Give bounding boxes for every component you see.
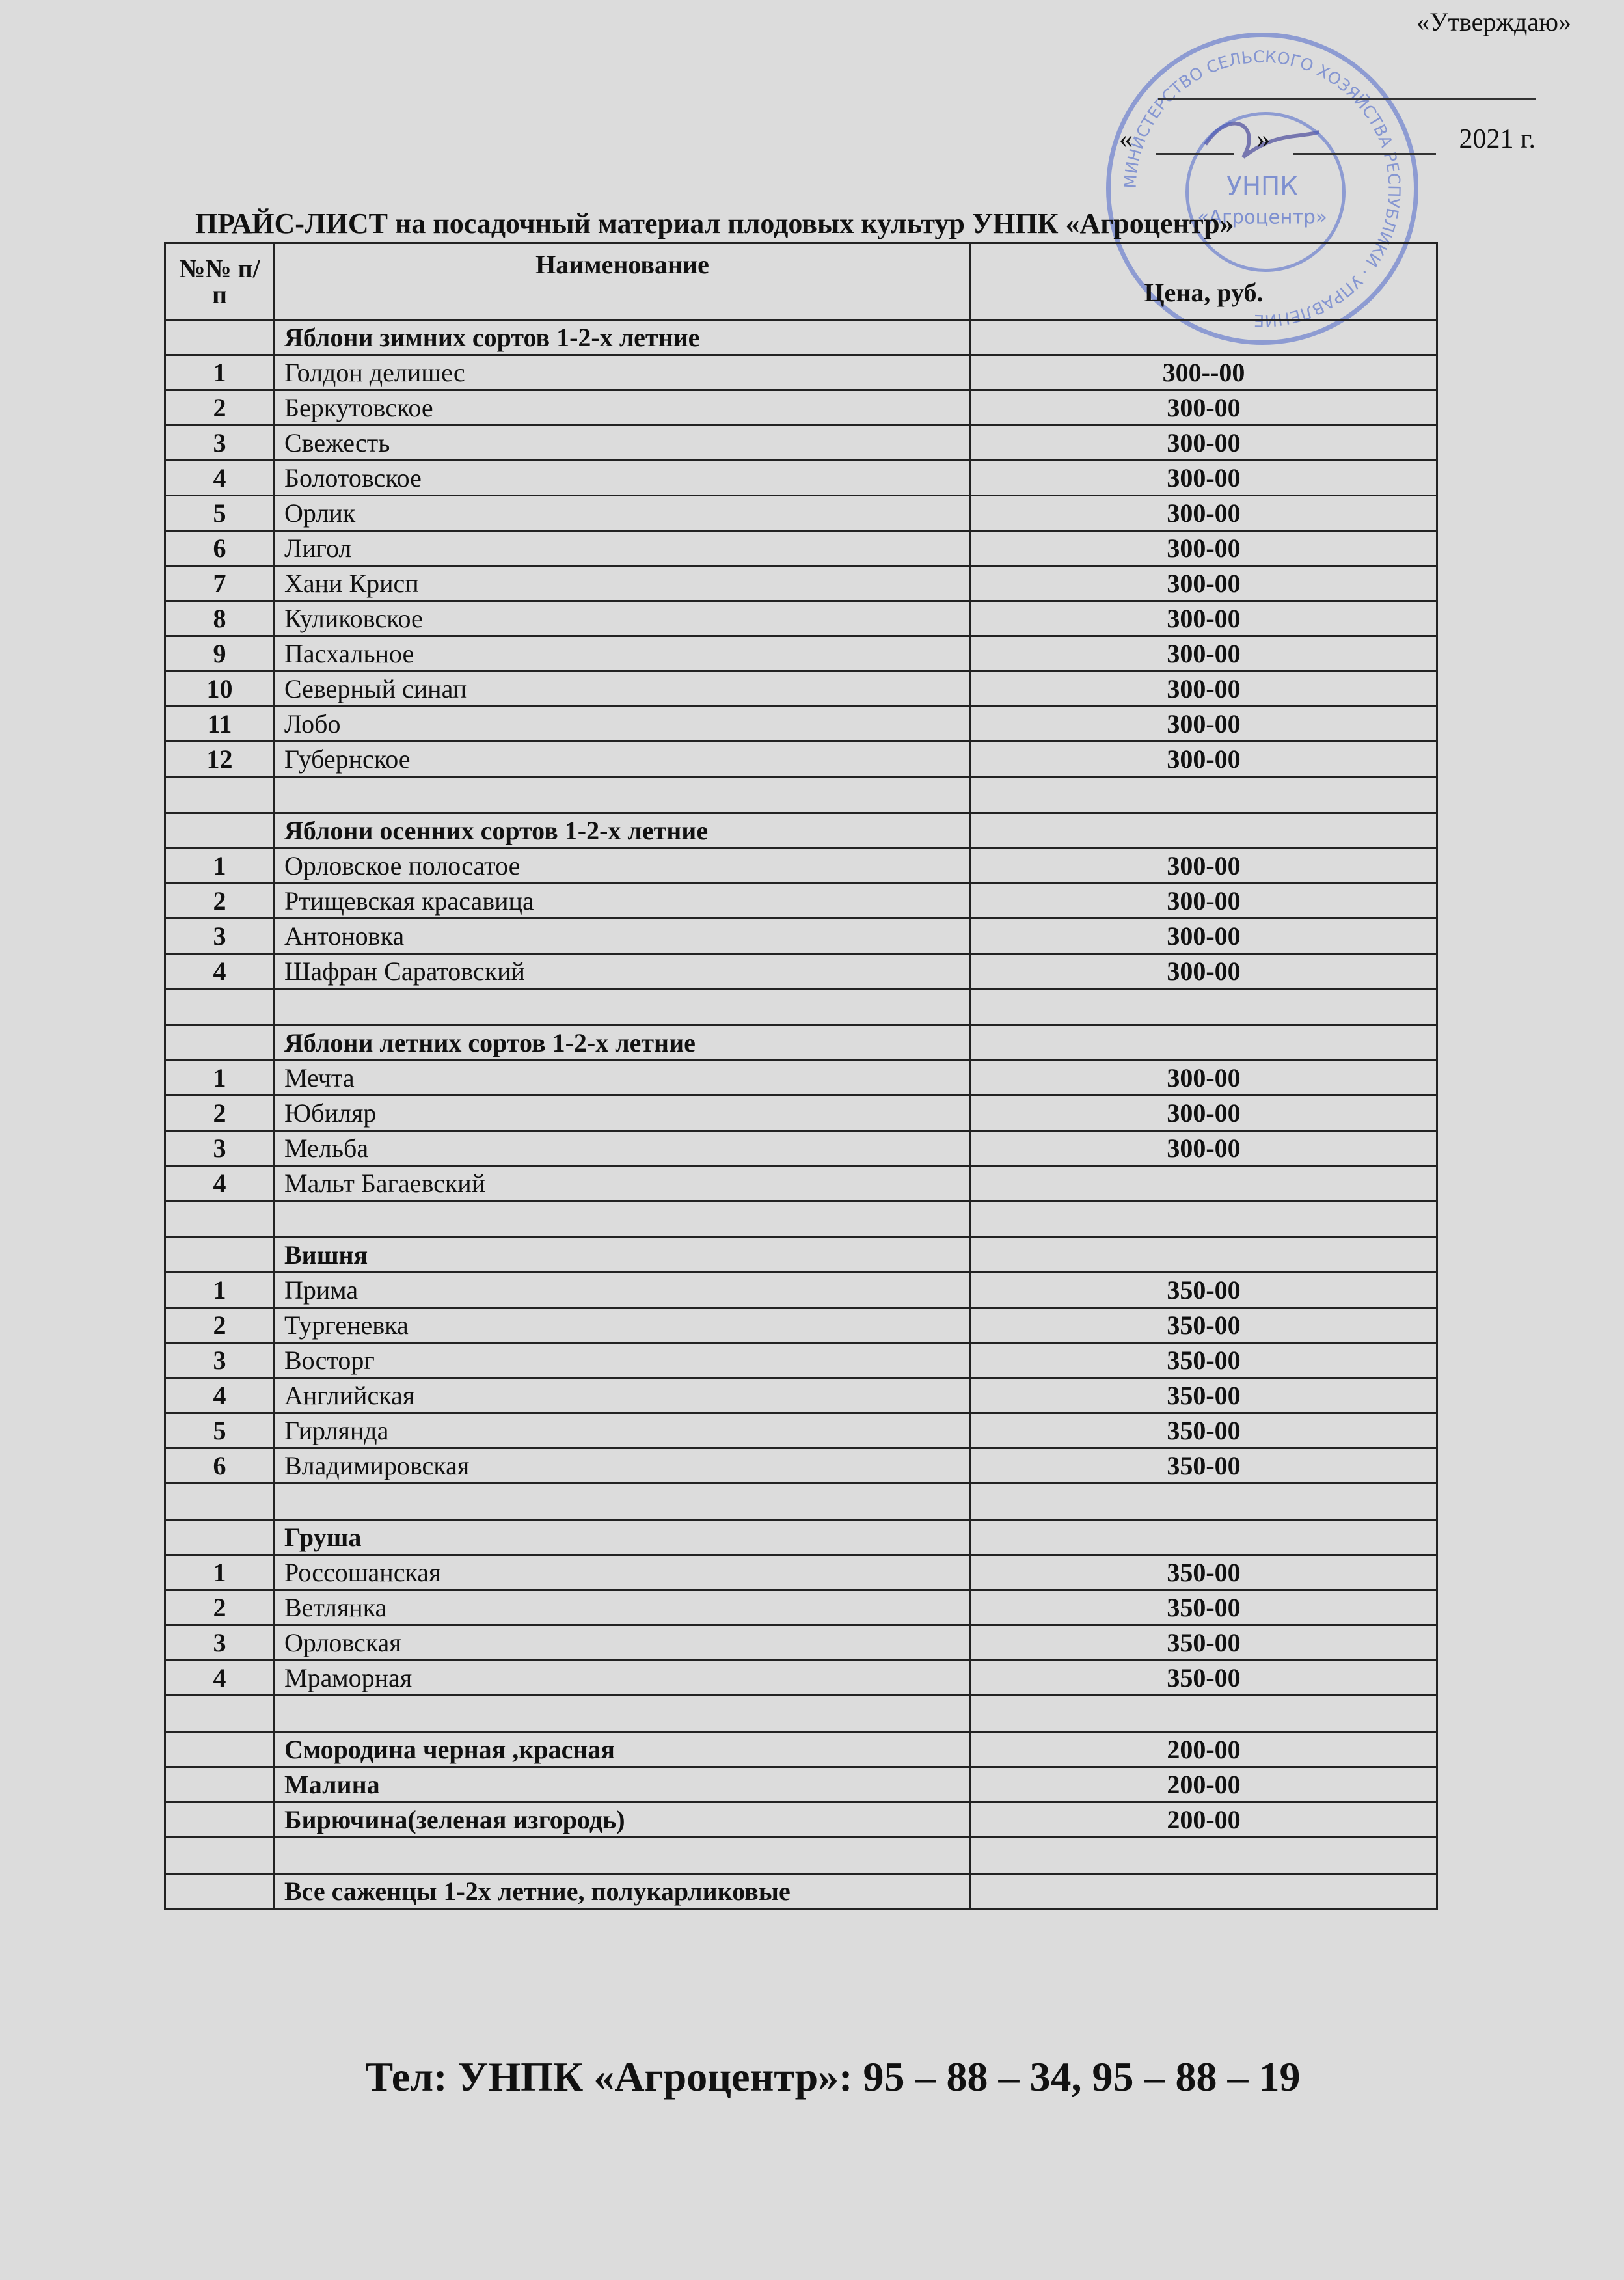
- row-name: Владимировская: [275, 1448, 971, 1484]
- section-row: [165, 1238, 1437, 1273]
- row-price: 350-00: [971, 1343, 1437, 1378]
- table-row: [165, 884, 1437, 919]
- row-name: Пасхальное: [275, 636, 971, 672]
- section-row: [165, 1802, 1437, 1838]
- row-name: Яблони летних сортов 1-2-х летние: [275, 1025, 971, 1061]
- table-row: [165, 1343, 1437, 1378]
- row-name: [275, 1696, 971, 1732]
- row-number: 9: [165, 636, 275, 672]
- row-price: 350-00: [971, 1448, 1437, 1484]
- row-name: Голдон делишес: [275, 355, 971, 390]
- table-row: [165, 1096, 1437, 1131]
- row-name: Губернское: [275, 742, 971, 777]
- row-number: 6: [165, 1448, 275, 1484]
- row-number: [165, 1238, 275, 1273]
- row-number: 2: [165, 1308, 275, 1343]
- row-name: Мраморная: [275, 1661, 971, 1696]
- row-name: [275, 1484, 971, 1520]
- header-name: Наименование: [275, 243, 971, 320]
- stamp-sub-label: «Агроцентр»: [1197, 206, 1327, 228]
- row-price: 300-00: [971, 426, 1437, 461]
- row-name: Антоновка: [275, 919, 971, 954]
- table-row: [165, 1413, 1437, 1448]
- row-name: [275, 1201, 971, 1238]
- table-row: [165, 390, 1437, 426]
- row-price: 200-00: [971, 1767, 1437, 1802]
- row-number: [165, 1838, 275, 1874]
- table-row: [165, 1273, 1437, 1308]
- row-name: Орловская: [275, 1625, 971, 1661]
- row-name: Россошанская: [275, 1555, 971, 1590]
- row-price: 300-00: [971, 919, 1437, 954]
- approval-date: [1119, 124, 1536, 155]
- date-month-blank: [1293, 124, 1436, 155]
- blank-row: [165, 1838, 1437, 1874]
- row-name: Восторг: [275, 1343, 971, 1378]
- row-name: Яблони зимних сортов 1-2-х летние: [275, 320, 971, 355]
- row-name: Шафран Саратовский: [275, 954, 971, 989]
- row-number: 2: [165, 1096, 275, 1131]
- table-row: [165, 461, 1437, 496]
- row-price: [971, 1238, 1437, 1273]
- row-price: [971, 989, 1437, 1025]
- table-row: [165, 531, 1437, 566]
- row-number: 3: [165, 919, 275, 954]
- row-name: [275, 1838, 971, 1874]
- row-price: 300-00: [971, 954, 1437, 989]
- row-name: [275, 989, 971, 1025]
- row-number: [165, 1802, 275, 1838]
- row-price: 300-00: [971, 531, 1437, 566]
- row-name: Ртищевская красавица: [275, 884, 971, 919]
- row-number: 4: [165, 1661, 275, 1696]
- row-number: [165, 1201, 275, 1238]
- row-price: 300-00: [971, 742, 1437, 777]
- row-price: [971, 1025, 1437, 1061]
- row-number: [165, 1484, 275, 1520]
- row-price: 350-00: [971, 1308, 1437, 1343]
- row-number: [165, 777, 275, 813]
- table-row: [165, 1625, 1437, 1661]
- row-price: [971, 813, 1437, 848]
- row-price: [971, 777, 1437, 813]
- table-header-row: [165, 243, 1437, 320]
- row-name: Беркутовское: [275, 390, 971, 426]
- row-name: Куликовское: [275, 601, 971, 636]
- table-row: [165, 1661, 1437, 1696]
- date-open-quote: «: [1119, 124, 1133, 154]
- row-price: 350-00: [971, 1590, 1437, 1625]
- row-name: Мельба: [275, 1131, 971, 1166]
- row-name: Бирючина(зеленая изгородь): [275, 1802, 971, 1838]
- row-number: 1: [165, 848, 275, 884]
- row-price: [971, 1838, 1437, 1874]
- table-row: [165, 1166, 1437, 1201]
- row-price: [971, 320, 1437, 355]
- row-number: 4: [165, 1166, 275, 1201]
- stamp-ring-label: МИНИСТЕРСТВО СЕЛЬСКОГО ХОЗЯЙСТВА РЕСПУБЛИКИ · УПРАВЛЕНИЕ: [1120, 47, 1404, 331]
- date-year: 2021 г.: [1459, 124, 1536, 154]
- table-row: [165, 672, 1437, 707]
- header-price: Цена, руб.: [971, 243, 1437, 320]
- row-name: [275, 777, 971, 813]
- row-name: Гирлянда: [275, 1413, 971, 1448]
- table-row: [165, 707, 1437, 742]
- row-price: 200-00: [971, 1732, 1437, 1767]
- row-number: 2: [165, 884, 275, 919]
- row-number: 10: [165, 672, 275, 707]
- row-number: [165, 1732, 275, 1767]
- table-row: [165, 1378, 1437, 1413]
- row-number: 2: [165, 390, 275, 426]
- header-number: №№ п/п: [165, 243, 275, 320]
- table-row: [165, 1555, 1437, 1590]
- row-price: 300-00: [971, 707, 1437, 742]
- row-number: 3: [165, 1625, 275, 1661]
- row-name: Английская: [275, 1378, 971, 1413]
- row-price: [971, 1201, 1437, 1238]
- row-number: 11: [165, 707, 275, 742]
- row-name: Яблони осенних сортов 1-2-х летние: [275, 813, 971, 848]
- table-row: [165, 1308, 1437, 1343]
- row-name: Вишня: [275, 1238, 971, 1273]
- row-name: Груша: [275, 1520, 971, 1555]
- row-price: [971, 1520, 1437, 1555]
- row-number: [165, 813, 275, 848]
- row-number: [165, 320, 275, 355]
- row-price: 300-00: [971, 848, 1437, 884]
- footer-phone: Тел: УНПК «Агроцентр»: 95 – 88 – 34, 95 – 88 – 19: [365, 2054, 1301, 2100]
- row-price: 300-00: [971, 496, 1437, 531]
- table-row: [165, 1448, 1437, 1484]
- table-row: [165, 636, 1437, 672]
- table-body: [165, 320, 1437, 1909]
- row-price: [971, 1166, 1437, 1201]
- row-price: 350-00: [971, 1625, 1437, 1661]
- row-number: 2: [165, 1590, 275, 1625]
- row-name: Смородина черная ,красная: [275, 1732, 971, 1767]
- row-price: 300-00: [971, 1131, 1437, 1166]
- row-name: Мальт Багаевский: [275, 1166, 971, 1201]
- price-table: [164, 242, 1438, 1910]
- section-row: [165, 813, 1437, 848]
- section-row: [165, 1874, 1437, 1909]
- row-name: Орлик: [275, 496, 971, 531]
- row-number: [165, 1520, 275, 1555]
- row-price: 300-00: [971, 636, 1437, 672]
- row-number: [165, 989, 275, 1025]
- row-price: 300-00: [971, 566, 1437, 601]
- approval-signature-line: [1158, 98, 1536, 100]
- blank-row: [165, 989, 1437, 1025]
- row-name: Тургеневка: [275, 1308, 971, 1343]
- table-row: [165, 355, 1437, 390]
- row-price: 300-00: [971, 601, 1437, 636]
- row-name: Свежесть: [275, 426, 971, 461]
- table-row: [165, 1590, 1437, 1625]
- row-price: [971, 1484, 1437, 1520]
- row-number: 8: [165, 601, 275, 636]
- date-close-quote: »: [1256, 124, 1271, 154]
- table-row: [165, 742, 1437, 777]
- row-name: Лобо: [275, 707, 971, 742]
- row-price: 300-00: [971, 1061, 1437, 1096]
- row-number: 12: [165, 742, 275, 777]
- row-number: 1: [165, 1061, 275, 1096]
- blank-row: [165, 777, 1437, 813]
- row-number: 1: [165, 1555, 275, 1590]
- row-name: Болотовское: [275, 461, 971, 496]
- row-price: [971, 1874, 1437, 1909]
- row-number: [165, 1025, 275, 1061]
- row-number: 4: [165, 1378, 275, 1413]
- row-price: 350-00: [971, 1413, 1437, 1448]
- section-row: [165, 1767, 1437, 1802]
- row-number: [165, 1874, 275, 1909]
- row-price: [971, 1696, 1437, 1732]
- row-name: Хани Крисп: [275, 566, 971, 601]
- row-price: 350-00: [971, 1555, 1437, 1590]
- section-row: [165, 1520, 1437, 1555]
- table-row: [165, 1131, 1437, 1166]
- table-row: [165, 1061, 1437, 1096]
- row-name: Ветлянка: [275, 1590, 971, 1625]
- row-price: 350-00: [971, 1378, 1437, 1413]
- date-day-blank: [1156, 124, 1234, 155]
- row-name: Северный синап: [275, 672, 971, 707]
- row-number: 5: [165, 496, 275, 531]
- page-title: ПРАЙС-ЛИСТ на посадочный материал плодовых культур УНПК «Агроцентр»: [195, 208, 1234, 239]
- approval-label: «Утверждаю»: [1416, 7, 1571, 36]
- row-number: 7: [165, 566, 275, 601]
- row-number: 6: [165, 531, 275, 566]
- row-price: 350-00: [971, 1661, 1437, 1696]
- row-number: [165, 1767, 275, 1802]
- table-row: [165, 954, 1437, 989]
- row-price: 300-00: [971, 884, 1437, 919]
- blank-row: [165, 1201, 1437, 1238]
- table-row: [165, 848, 1437, 884]
- row-number: 4: [165, 954, 275, 989]
- row-price: 350-00: [971, 1273, 1437, 1308]
- table-row: [165, 426, 1437, 461]
- row-name: Юбиляр: [275, 1096, 971, 1131]
- table-row: [165, 496, 1437, 531]
- row-name: Прима: [275, 1273, 971, 1308]
- blank-row: [165, 1484, 1437, 1520]
- row-price: 300-00: [971, 461, 1437, 496]
- table-row: [165, 566, 1437, 601]
- row-price: 200-00: [971, 1802, 1437, 1838]
- row-number: 1: [165, 1273, 275, 1308]
- row-number: [165, 1696, 275, 1732]
- row-price: 300--00: [971, 355, 1437, 390]
- row-name: Все саженцы 1-2х летние, полукарликовые: [275, 1874, 971, 1909]
- row-name: Лигол: [275, 531, 971, 566]
- row-number: 3: [165, 1343, 275, 1378]
- blank-row: [165, 1696, 1437, 1732]
- row-number: 3: [165, 426, 275, 461]
- table-row: [165, 919, 1437, 954]
- table-row: [165, 601, 1437, 636]
- row-price: 300-00: [971, 1096, 1437, 1131]
- row-name: Орловское полосатое: [275, 848, 971, 884]
- section-row: [165, 320, 1437, 355]
- row-price: 300-00: [971, 390, 1437, 426]
- row-price: 300-00: [971, 672, 1437, 707]
- row-number: 3: [165, 1131, 275, 1166]
- row-name: Мечта: [275, 1061, 971, 1096]
- row-name: Малина: [275, 1767, 971, 1802]
- stamp-center-label: УНПК: [1226, 172, 1298, 202]
- row-number: 5: [165, 1413, 275, 1448]
- row-number: 1: [165, 355, 275, 390]
- section-row: [165, 1732, 1437, 1767]
- row-number: 4: [165, 461, 275, 496]
- section-row: [165, 1025, 1437, 1061]
